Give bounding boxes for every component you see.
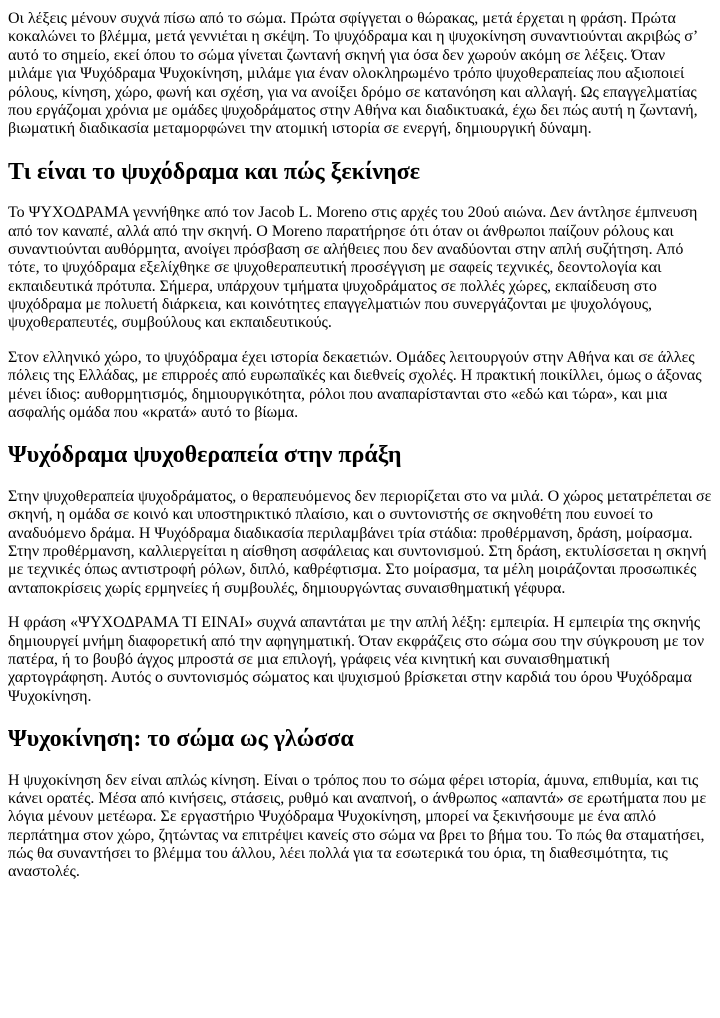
section-paragraph: Στον ελληνικό χώρο, το ψυχόδραμα έχει ιστορία δεκαετιών. Ομάδες λειτουργούν στην Αθήνα και σε άλλες πόλεις της Ελλάδας, με επιρροές από ευρωπαϊκές και διεθνείς σχολές. Η πρακτική ποικίλλει, όμως ο άξονας μένει ίδιος: αυθορμητισμός, δημιουργικότητα, ρόλοι που αναπαρίστανται στο «εδώ και τώρα», και μια ασφαλής ομάδα που «κρατά» αυτό το βίωμα. <box>8 348 702 422</box>
section-what-is-psychodrama <box>8 159 712 423</box>
section-paragraph: Το ΨΥΧΟΔΡΑΜΑ γεννήθηκε από τον Jacob L. Moreno στις αρχές του 20ού αιώνα. Δεν άντλησε έμπνευση από τον καναπέ, αλλά από την σκηνή. Ο Moreno παρατήρησε ότι όταν οι άνθρωποι παίζουν ρόλους και συναντιούνται αυθόρμητα, ανοίγει πρόσβαση σε αλήθειες που δεν αναδύονται στην απλή συζήτηση. Από τότε, το ψυχόδραμα εξελίχθηκε σε ψυχοθεραπευτική προσέγγιση με σαφείς τεχνικές, δεοντολογία και εκπαιδευτικά πρότυπα. Σήμερα, υπάρχουν τμήματα ψυχοδράματος σε πολλές χώρες, εκπαίδευση στο ψυχόδραμα με πολυετή διάρκεια, και κοινότητες επαγγελματιών που συνεργάζονται με ψυχολόγους, ψυχοθεραπευτές, συμβούλους και εκπαιδευτικούς. <box>8 204 698 332</box>
section-paragraph: Η ψυχοκίνηση δεν είναι απλώς κίνηση. Είναι ο τρόπος που το σώμα φέρει ιστορία, άμυνα, επιθυμία, και τις κάνει ορατές. Μέσα από κινήσεις, στάσεις, ρυθμό και αναπνοή, ο άνθρωπος «απαντά» σε ερωτήματα που με λόγια μένουν μετέωρα. Σε εργαστήριο Ψυχόδραμα Ψυχοκίνηση, μπορεί να ξεκινήσουμε με ένα απλό περπάτημα στον χώρο, ζητώντας να επιτρέψει κανείς στο σώμα να βρει το βήμα του. Το πώς θα σταματήσει, πώς θα συναντήσει το βλέμμα του άλλου, λέει πολλά για τα εσωτερικά του όρια, τη διαθεσιμότητα, τις αναστολές. <box>8 771 707 881</box>
section-heading: Ψυχοκίνηση: το σώμα ως γλώσσα <box>8 726 354 753</box>
section-psychokinesis-body-language <box>8 726 712 882</box>
section-psychodrama-in-practice <box>8 442 712 706</box>
section-paragraph: Στην ψυχοθεραπεία ψυχοδράματος, ο θεραπευόμενος δεν περιορίζεται στο να μιλά. Ο χώρος μετατρέπεται σε σκηνή, η ομάδα σε κοινό και υποστηρικτικό πλαίσιο, και ο συντονιστής σε σκηνοθέτη που ευνοεί το αναδυόμενο δράμα. Η Ψυχόδραμα διαδικασία περιλαμβάνει τρία στάδια: προθέρμανση, δράση, μοίρασμα. Στην προθέρμανση, καλλιεργείται η αίσθηση ασφάλειας και συντονισμού. Στη δράση, εκτυλίσσεται η σκηνή με τεχνικές όπως αντιστροφή ρόλων, διπλό, καθρέφτισμα. Στο μοίρασμα, τα μέλη μοιράζονται προσωπικές ανταποκρίσεις χωρίς ερμηνείες ή συμβουλές, δημιουργώντας συναισθηματική γέφυρα. <box>8 487 712 597</box>
section-paragraph: Η φράση «ΨΥΧΟΔΡΑΜΑ ΤΙ ΕΙΝΑΙ» συχνά απαντάται με την απλή λέξη: εμπειρία. Η εμπειρία της σκηνής δημιουργεί μνήμη διαφορετική από την αφηγηματική. Όταν εκφράζεις στο σώμα σου την σύγκρουση με τον πατέρα, ή το βουβό άγχος μπροστά σε μια επιλογή, γράφεις νέα κινητική και συναισθηματική χαρτογράφηση. Αυτός ο συντονισμός σώματος και ψυχισμού βρίσκεται στην καρδιά του όρου Ψυχόδραμα Ψυχοκίνηση. <box>8 614 705 705</box>
section-heading: Ψυχόδραμα ψυχοθεραπεία στην πράξη <box>8 442 402 469</box>
intro-paragraph: Οι λέξεις μένουν συχνά πίσω από το σώμα. Πρώτα σφίγγεται ο θώρακας, μετά έρχεται η φράση. Πρώτα κοκαλώνει το βλέμμα, μετά γεννιέται η σκέψη. Το ψυχόδραμα και η ψυχοκίνηση συναντιούνται ακριβώς σ’ αυτό το σημείο, εκεί όπου το σώμα γίνεται ζωντανή σκηνή για όσα δεν χωρούν ακόμη σε λέξεις. Όταν μιλάμε για Ψυχόδραμα Ψυχοκίνηση, μιλάμε για έναν ολοκληρωμένο τρόπο ψυχοθεραπείας που αξιοποιεί ρόλους, κίνηση, χώρο, φωνή και σχέση, για να ανοίξει δρόμο σε κατανόηση και αλλαγή. Ως επαγγελματίας που εργάζομαι χρόνια με ομάδες ψυχοδράματος στην Αθήνα και διαδικτυακά, έχω δει πώς αυτή η ζωντανή, βιωματική διαδικασία μεταμορφώνει την ατομική ιστορία σε ενεργή, δημιουργική δύναμη. <box>8 10 698 138</box>
section-heading: Τι είναι το ψυχόδραμα και πώς ξεκίνησε <box>8 158 421 185</box>
